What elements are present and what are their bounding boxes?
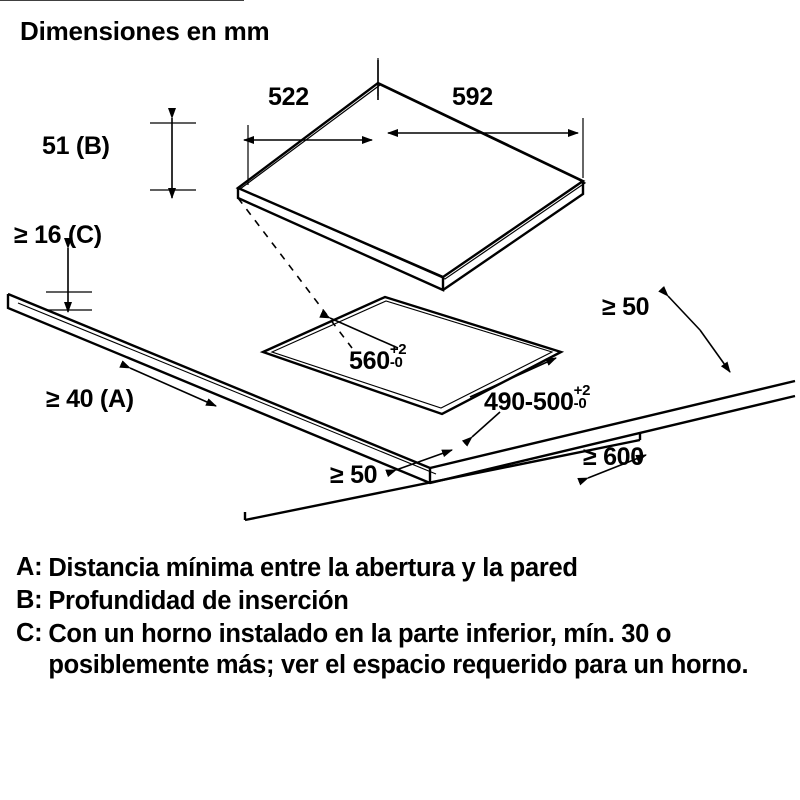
dim-wall-distance: ≥ 40 (A): [46, 385, 134, 413]
legend-item-a: [16, 553, 796, 584]
dim-cutout-width-tolerance: [389, 341, 414, 375]
dim-cabinet-width: ≥ 600: [583, 443, 644, 471]
cutout-depth-tol-plus: +2: [573, 382, 591, 400]
legend-text-c: Con un horno instalado en la parte inferior, mín. 30 o posiblemente más; ver el espacio requerido para un horno.: [48, 620, 749, 680]
cutout-width-tol-minus: -0: [389, 353, 403, 371]
dim-cutout-width-value: 560: [349, 347, 390, 375]
dim-cutout-depth: [484, 382, 598, 416]
dim-cutout-depth-value: 490-500: [484, 388, 574, 416]
legend-item-b: [16, 586, 796, 617]
legend-text-b: Profundidad de inserción: [48, 587, 349, 616]
legend-text-a: Distancia mínima entre la abertura y la pared: [48, 554, 578, 582]
cooktop-top-plate: [238, 83, 585, 290]
dim-width-top: 592: [452, 83, 493, 111]
dim-cutout-width: [349, 341, 414, 375]
cutout-depth-tol-minus: -0: [573, 394, 587, 412]
legend-key-c: C:: [16, 619, 43, 648]
dim-cutout-depth-tolerance: [573, 382, 598, 416]
page-title: Dimensiones en mm: [20, 16, 270, 46]
cabinet-front-edge: [178, 432, 640, 520]
dim-front-distance: ≥ 50: [330, 461, 378, 489]
dim-depth-top: 522: [268, 83, 309, 111]
dim-insert-depth: 51 (B): [42, 132, 110, 160]
dim-rear-distance: ≥ 50: [602, 293, 650, 321]
legend-item-c: [16, 619, 796, 681]
alignment-guide: [238, 198, 352, 348]
legend: [16, 553, 796, 683]
dim-worktop-thickness: ≥ 16 (C): [14, 221, 102, 249]
legend-key-b: B:: [16, 586, 43, 615]
legend-key-a: A:: [16, 553, 43, 581]
cutout-width-tol-plus: +2: [389, 341, 407, 359]
